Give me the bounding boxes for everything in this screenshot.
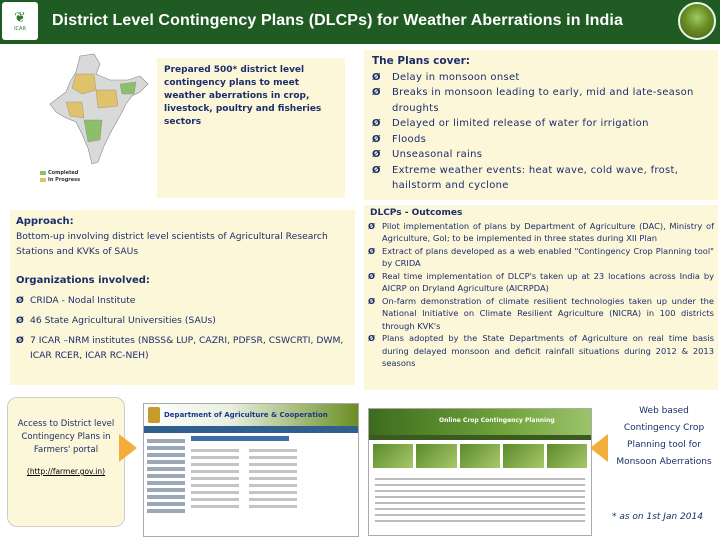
- list-item: Ø Extreme weather events: heat wave, cold wave, frost, hailstorm and cyclone: [372, 163, 712, 194]
- field-image: [678, 2, 716, 40]
- legend-in-progress: In Progress: [40, 177, 80, 184]
- tool-header: Online Crop Contingency Planning: [369, 409, 591, 435]
- plans-list: [372, 70, 712, 194]
- access-box: [7, 397, 125, 527]
- list-item: Ø 46 State Agricultural Universities (SAUs): [16, 313, 349, 328]
- map-region-2: [96, 90, 118, 108]
- list-item: Ø Delay in monsoon onset: [372, 70, 712, 86]
- list-item: Ø Unseasonal rains: [372, 147, 712, 163]
- web-tool-note: Web based Contingency Crop Planning tool for Monsoon Aberrations: [616, 406, 712, 467]
- portal-title: Department of Agriculture & Cooperation: [164, 411, 328, 419]
- emblem-icon: [148, 407, 160, 423]
- approach-box: [10, 210, 355, 385]
- arrow-left-icon: [590, 434, 608, 462]
- logo-text: ICAR: [14, 26, 26, 32]
- list-item: Ø 7 ICAR –NRM institutes (NBSS& LUP, CAZRI, PDFSR, CSWCRTI, DWM, ICAR RCER, ICAR RC-NEH): [16, 333, 349, 363]
- farmers-portal-screenshot: [143, 403, 359, 537]
- legend-completed: Completed: [40, 170, 80, 177]
- list-item: Ø CRIDA - Nodal Institute: [16, 293, 349, 308]
- map-outline: [50, 54, 148, 164]
- portal-body: [144, 433, 358, 519]
- icar-logo: [2, 2, 38, 40]
- list-item: Ø Extract of plans developed as a web enabled "Contingency Crop Planning tool" by CRIDA: [368, 245, 714, 270]
- callout-text: Prepared 500* district level contingency plans to meet weather aberrations in crop, livestock, poultry and fisheries sectors: [164, 65, 322, 127]
- access-text: Access to District level Contingency Plans in Farmers' portal: [17, 419, 115, 455]
- list-item: Ø On-farm demonstration of climate resilient technologies taken up under the National Initiative on Climate Resilient Agriculture (NICRA) in 100 districts through KVK's: [368, 295, 714, 333]
- list-item: Ø Floods: [372, 132, 712, 148]
- wheat-icon: ❦: [14, 10, 26, 26]
- india-map-svg: [36, 50, 156, 170]
- india-map: [36, 50, 156, 190]
- tool-image-row: [369, 440, 591, 472]
- farmer-portal-link[interactable]: (http://farmer.gov.in): [26, 467, 106, 476]
- list-item: Ø Pilot implementation of plans by Department of Agriculture (DAC), Ministry of Agriculture, GoI; to be implemented in three states during XII Plan: [368, 220, 714, 245]
- portal-header: [144, 404, 358, 426]
- portal-sidebar: [147, 436, 185, 516]
- portal-nav: [144, 426, 358, 433]
- contingency-tool-screenshot: [368, 408, 592, 536]
- list-item: Ø Delayed or limited release of water for irrigation: [372, 116, 712, 132]
- header-bar: [0, 0, 720, 44]
- arrow-right-icon: [119, 434, 137, 462]
- approach-text: Bottom-up involving district level scientists of Agricultural Research Stations and KVKs of SAUs: [16, 231, 328, 257]
- organizations-heading: Organizations involved:: [16, 275, 150, 286]
- page-title: District Level Contingency Plans (DLCPs) for Weather Aberrations in India: [52, 12, 623, 29]
- list-item: Ø Plans adopted by the State Departments of Agriculture on real time basis during delayed monsoon and deficit rainfall situations during 2012 & 2013 seasons: [368, 332, 714, 370]
- footnote: * as on 1st Jan 2014: [612, 512, 703, 522]
- plans-heading: The Plans cover:: [372, 55, 470, 67]
- list-item: Ø Real time implementation of DLCP's taken up at 23 locations across India by AICRP on Dryland Agriculture (AICRPDA): [368, 270, 714, 295]
- map-region-5: [120, 82, 136, 94]
- plans-cover-box: [364, 50, 718, 200]
- approach-heading: Approach:: [16, 216, 74, 227]
- outcomes-box: [364, 205, 718, 390]
- map-legend: [40, 170, 80, 184]
- callout-box: [157, 58, 345, 198]
- tool-content: [369, 472, 591, 528]
- outcomes-list: [368, 220, 714, 370]
- list-item: Ø Breaks in monsoon leading to early, mid and late-season droughts: [372, 85, 712, 116]
- outcomes-heading: DLCPs - Outcomes: [370, 208, 463, 218]
- portal-main: [191, 436, 355, 516]
